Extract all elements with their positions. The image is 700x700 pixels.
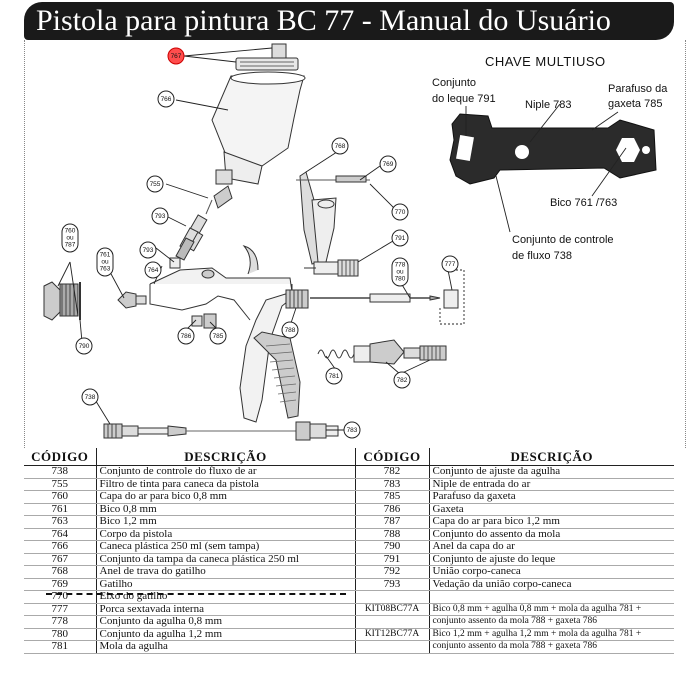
wrench-label-fan-1: Conjunto bbox=[432, 77, 477, 89]
wrench-label-screw-1: Parafuso da bbox=[608, 83, 668, 95]
callout-790 bbox=[76, 338, 92, 354]
part-description: Porca sextavada interna bbox=[96, 603, 355, 616]
airflow-parts bbox=[104, 422, 338, 440]
part-description: Anel da capa do ar bbox=[429, 541, 674, 554]
air-cap-assembly bbox=[44, 282, 146, 320]
callout-number: 767 bbox=[170, 53, 182, 61]
multi-tool-wrench bbox=[450, 104, 656, 232]
callout-766 bbox=[158, 91, 174, 107]
fan-adjust-assembly bbox=[304, 260, 458, 308]
callout-number: 760 bbox=[64, 227, 76, 235]
part-description: Conjunto da tampa da caneca plástica 250 ml bbox=[96, 553, 355, 566]
part-code: 767 bbox=[24, 553, 96, 566]
callout-number: 780 bbox=[394, 275, 406, 283]
cup-union bbox=[170, 215, 207, 268]
callout-number: 755 bbox=[149, 181, 161, 189]
part-code: 766 bbox=[24, 541, 96, 554]
part-code: 763 bbox=[24, 516, 96, 529]
trigger bbox=[296, 172, 370, 264]
callout-number: 768 bbox=[334, 143, 346, 151]
part-code: 788 bbox=[355, 528, 429, 541]
wrench-label-flow-1: Conjunto de controle bbox=[512, 234, 614, 246]
part-code: 778 bbox=[24, 616, 96, 629]
wrench-label-nipple: Niple 783 bbox=[525, 99, 572, 111]
part-description: Parafuso da gaxeta bbox=[429, 491, 674, 504]
part-code: 770 bbox=[24, 591, 96, 604]
callout-number: 786 bbox=[180, 333, 192, 341]
table-row bbox=[24, 616, 674, 629]
callout-number: ou bbox=[396, 268, 404, 276]
table-row bbox=[24, 566, 674, 579]
part-description: Conjunto de controle do fluxo de ar bbox=[96, 466, 355, 479]
callout-number: 777 bbox=[444, 261, 456, 269]
part-code: 787 bbox=[355, 516, 429, 529]
part-description: Caneca plástica 250 ml (sem tampa) bbox=[96, 541, 355, 554]
parts-table bbox=[24, 448, 674, 654]
part-code: 760 bbox=[24, 491, 96, 504]
part-code: 790 bbox=[355, 541, 429, 554]
part-description: conjunto assento da mola 788 + gaxeta 786 bbox=[429, 641, 674, 654]
part-code: 781 bbox=[24, 641, 96, 654]
part-description: Corpo da pistola bbox=[96, 528, 355, 541]
header-desc-right: DESCRIÇÃO bbox=[429, 448, 674, 466]
wrench-label-flow-2: de fluxo 738 bbox=[512, 250, 572, 262]
part-code: 780 bbox=[24, 628, 96, 641]
callout-number: 790 bbox=[78, 343, 90, 351]
part-code: 783 bbox=[355, 478, 429, 491]
part-description: Anel de trava do gatilho bbox=[96, 566, 355, 579]
part-code: 792 bbox=[355, 566, 429, 579]
part-description: Conjunto de ajuste da agulha bbox=[429, 466, 674, 479]
callout-764 bbox=[145, 262, 161, 278]
part-code bbox=[355, 591, 429, 604]
callout-777 bbox=[442, 256, 458, 272]
part-description: Conjunto da agulha 1,2 mm bbox=[96, 628, 355, 641]
part-code: 769 bbox=[24, 578, 96, 591]
part-code: KIT08BC77A bbox=[355, 603, 429, 616]
callout-number: 782 bbox=[396, 377, 408, 385]
table-row bbox=[24, 478, 674, 491]
table-row bbox=[24, 628, 674, 641]
part-description: Vedação da união corpo-caneca bbox=[429, 578, 674, 591]
paint-cup bbox=[206, 44, 305, 214]
part-code: 764 bbox=[24, 528, 96, 541]
part-description bbox=[429, 591, 674, 604]
part-description: Niple de entrada do ar bbox=[429, 478, 674, 491]
table-row bbox=[24, 528, 674, 541]
part-description: Conjunto de ajuste do leque bbox=[429, 553, 674, 566]
part-description: Bico 1,2 mm bbox=[96, 516, 355, 529]
callout-738 bbox=[82, 389, 98, 405]
callout-number: ou bbox=[66, 234, 74, 242]
callout-788 bbox=[282, 322, 298, 338]
callout-number: 788 bbox=[284, 327, 296, 335]
callout-number: 769 bbox=[382, 161, 394, 169]
part-code: 761 bbox=[24, 503, 96, 516]
wrench-title: CHAVE MULTIUSO bbox=[485, 54, 606, 69]
callout-782 bbox=[394, 372, 410, 388]
callout-number: 770 bbox=[394, 209, 406, 217]
header-code-left: CÓDIGO bbox=[24, 448, 96, 466]
callout-number: ou bbox=[101, 258, 109, 266]
table-header-row bbox=[24, 448, 674, 466]
parts-table-body bbox=[24, 466, 674, 654]
part-code bbox=[355, 641, 429, 654]
part-description: conjunto assento da mola 788 + gaxeta 786 bbox=[429, 616, 674, 629]
part-code: 791 bbox=[355, 553, 429, 566]
callout-number: 791 bbox=[394, 235, 406, 243]
table-row bbox=[24, 578, 674, 591]
callout-number: 761 bbox=[99, 251, 111, 259]
callout-number: 764 bbox=[147, 267, 159, 275]
callout-769 bbox=[380, 156, 396, 172]
callout-number: 738 bbox=[84, 394, 96, 402]
header-code-right: CÓDIGO bbox=[355, 448, 429, 466]
callout-767 bbox=[168, 48, 184, 64]
callout-781 bbox=[326, 368, 342, 384]
part-description: Conjunto da agulha 0,8 mm bbox=[96, 616, 355, 629]
table-row bbox=[24, 503, 674, 516]
spring-assembly bbox=[286, 290, 446, 364]
part-code: 738 bbox=[24, 466, 96, 479]
part-code: 782 bbox=[355, 466, 429, 479]
callout-number: 766 bbox=[160, 96, 172, 104]
table-row bbox=[24, 553, 674, 566]
part-description: Mola da agulha bbox=[96, 641, 355, 654]
table-row bbox=[24, 541, 674, 554]
callout-793 bbox=[152, 208, 168, 224]
table-row bbox=[24, 603, 674, 616]
header-desc-left: DESCRIÇÃO bbox=[96, 448, 355, 466]
part-description: Gatilho bbox=[96, 578, 355, 591]
part-description: União corpo-caneca bbox=[429, 566, 674, 579]
callout-760 bbox=[62, 224, 78, 252]
callout-778 bbox=[392, 258, 408, 286]
callout-793 bbox=[140, 242, 156, 258]
part-description: Gaxeta bbox=[429, 503, 674, 516]
wrench-label-screw-2: gaxeta 785 bbox=[608, 98, 663, 110]
callout-786 bbox=[178, 328, 194, 344]
callout-755 bbox=[147, 176, 163, 192]
part-description: Bico 0,8 mm + agulha 0,8 mm + mola da agulha 781 + bbox=[429, 603, 674, 616]
part-code: KIT12BC77A bbox=[355, 628, 429, 641]
callout-783 bbox=[344, 422, 360, 438]
part-description: Capa do ar para bico 1,2 mm bbox=[429, 516, 674, 529]
part-code bbox=[355, 616, 429, 629]
part-code: 755 bbox=[24, 478, 96, 491]
wrench-label-fan-2: do leque 791 bbox=[432, 93, 496, 105]
table-row bbox=[24, 491, 674, 504]
part-code: 777 bbox=[24, 603, 96, 616]
part-code: 793 bbox=[355, 578, 429, 591]
callout-number: 793 bbox=[154, 213, 166, 221]
part-description: Eixo do gatilho bbox=[96, 591, 355, 604]
table-row bbox=[24, 466, 674, 479]
part-description: Filtro de tinta para caneca da pistola bbox=[96, 478, 355, 491]
callout-number: 778 bbox=[394, 261, 406, 269]
part-description: Conjunto do assento da mola bbox=[429, 528, 674, 541]
page-title: Pistola para pintura BC 77 - Manual do Usuário bbox=[36, 4, 611, 37]
callout-number: 785 bbox=[212, 333, 224, 341]
callout-770 bbox=[392, 204, 408, 220]
wrench-label-nozzle: Bico 761 /763 bbox=[550, 197, 618, 209]
part-description: Bico 0,8 mm bbox=[96, 503, 355, 516]
part-code: 768 bbox=[24, 566, 96, 579]
table-row bbox=[24, 516, 674, 529]
callout-791 bbox=[392, 230, 408, 246]
callout-number: 783 bbox=[346, 427, 358, 435]
callout-number: 781 bbox=[328, 373, 340, 381]
callout-768 bbox=[332, 138, 348, 154]
callout-785 bbox=[210, 328, 226, 344]
callout-number: 787 bbox=[64, 241, 76, 249]
part-code: 786 bbox=[355, 503, 429, 516]
callout-number: 763 bbox=[99, 265, 111, 273]
table-row bbox=[24, 641, 674, 654]
part-code: 785 bbox=[355, 491, 429, 504]
dashed-divider bbox=[46, 593, 346, 595]
part-description: Bico 1,2 mm + agulha 1,2 mm + mola da agulha 781 + bbox=[429, 628, 674, 641]
callout-761 bbox=[97, 248, 113, 276]
part-description: Capa do ar para bico 0,8 mm bbox=[96, 491, 355, 504]
callout-number: 793 bbox=[142, 247, 154, 255]
